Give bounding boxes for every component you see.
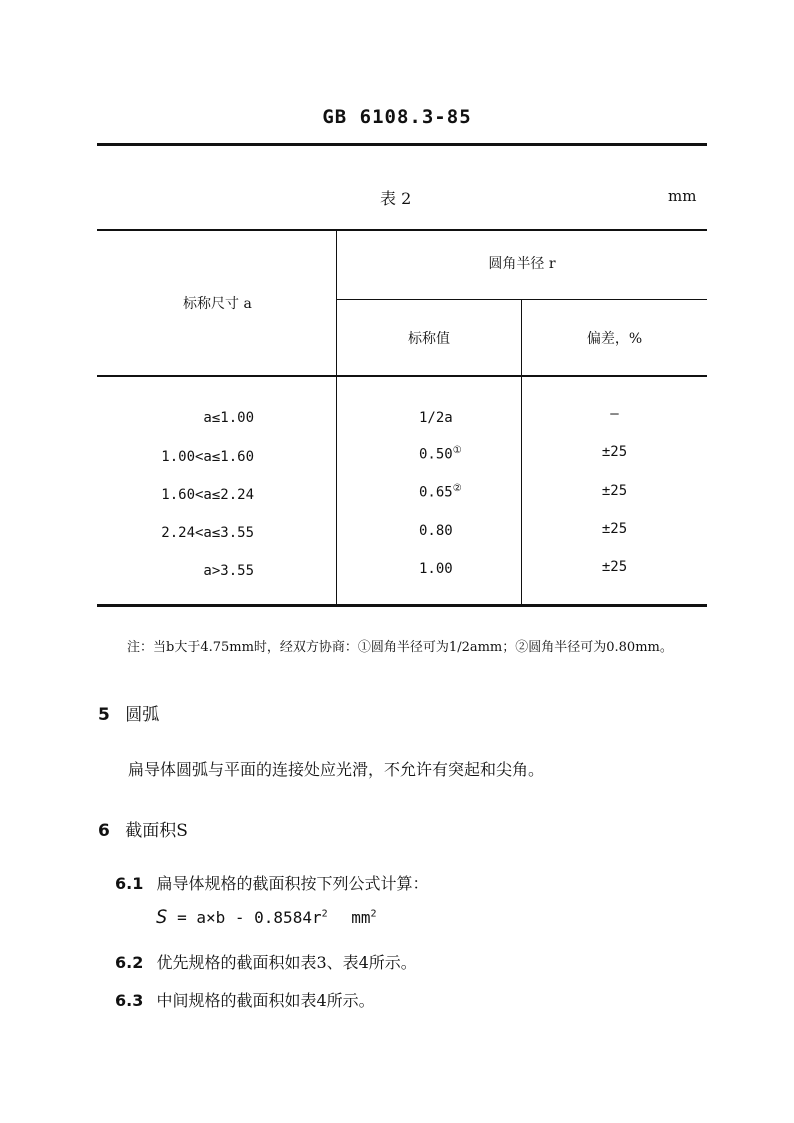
footnote-ref-2: ② [452,483,462,494]
item-6-3 [115,988,375,1011]
group-header-rule [337,299,707,300]
col-divider-1 [336,230,337,605]
formula-exponent: 2 [321,908,328,920]
cell-deviation-5: ±25 [601,559,628,575]
cell-size-5: a>3.55 [203,563,254,579]
formula-unit-exponent: 2 [370,908,377,920]
item-6-1-text: 扁导体规格的截面积按下列公式计算： [156,874,429,893]
table-top-rule [97,229,707,231]
formula-rhs: = a×b - 0.8584r [177,908,322,927]
formula-lhs: S [156,906,168,928]
cell-size-3: 1.60<a≤2.24 [161,487,254,503]
cell-value-4: 0.80 [419,523,453,539]
table-note: 注：当b大于4.75mm时，经双方协商：①圆角半径可为1/2amm；②圆角半径可为0.80mm。 [127,640,673,655]
section-5-title: 圆弧 [125,705,160,725]
cell-deviation-4: ±25 [601,521,628,537]
table-header-bottom-rule [97,375,707,377]
item-6-2 [115,950,417,973]
footnote-ref-1: ① [452,445,462,456]
cell-value-5: 1.00 [419,561,453,577]
item-6-3-text: 中间规格的截面积如表4所示。 [156,991,375,1010]
cell-size-2: 1.00<a≤1.60 [161,449,254,465]
cell-value-1: 1/2a [419,410,453,426]
cell-size-1: a≤1.00 [203,410,254,426]
item-6-1-number: 6.1 [115,874,144,893]
cell-deviation-2: ±25 [601,444,628,460]
item-6-1 [115,871,428,894]
table-caption: 表 2 [380,189,412,208]
item-6-2-number: 6.2 [115,953,144,972]
table-bottom-rule [97,604,707,607]
cross-section-formula [156,906,377,928]
table-unit: mm [668,187,697,205]
cell-deviation-1: — [610,406,619,422]
cell-value-2: 0.50① [419,445,462,463]
col-header-nominal-size: 标称尺寸 a [183,296,252,312]
item-6-3-number: 6.3 [115,991,144,1010]
section-6-title: 截面积S [125,821,188,841]
item-6-2-text: 优先规格的截面积如表3、表4所示。 [156,953,417,972]
section-6-number: 6 [98,821,110,841]
cell-value-3: 0.65② [419,483,462,501]
section-5-number: 5 [98,705,110,725]
document-id-header: GB 6108.3-85 [322,106,472,128]
col-header-corner-radius: 圆角半径 r [488,256,556,272]
section-6-heading [98,816,188,841]
top-rule [97,143,707,146]
section-5-text: 扁导体圆弧与平面的连接处应光滑，不允许有突起和尖角。 [128,760,545,779]
cell-size-4: 2.24<a≤3.55 [161,525,254,541]
cell-deviation-3: ±25 [601,483,628,499]
formula-unit: mm [351,908,371,927]
col-header-deviation: 偏差，% [586,331,643,347]
col-header-nominal-value: 标称值 [408,331,450,347]
section-5-heading [98,700,159,725]
